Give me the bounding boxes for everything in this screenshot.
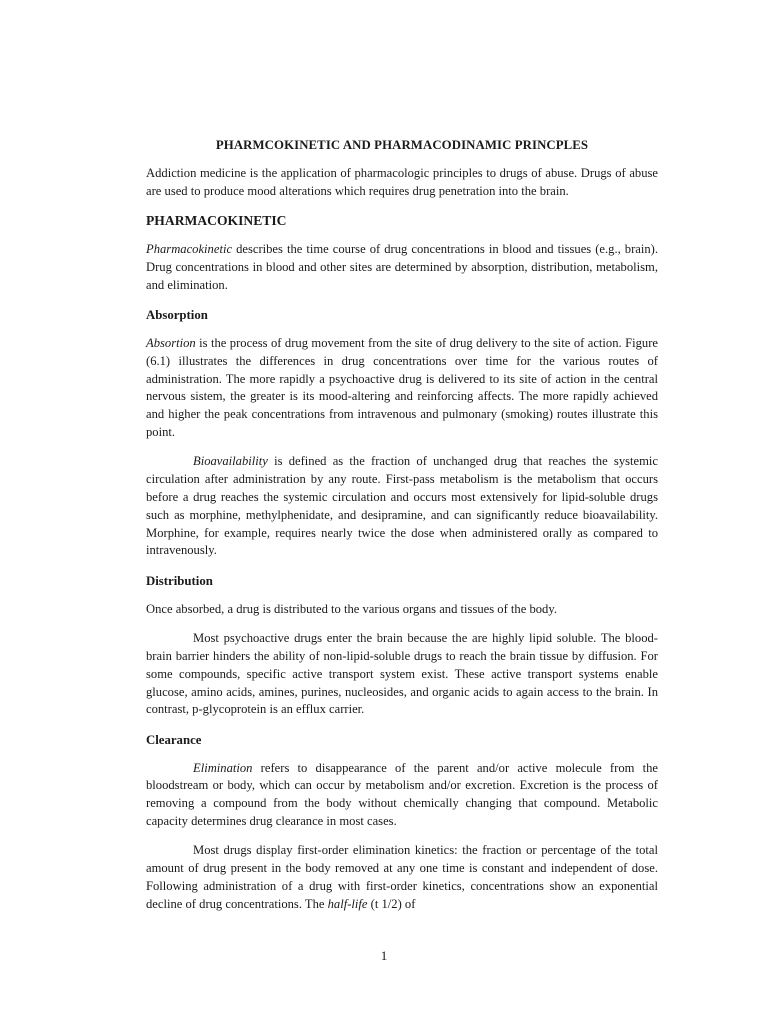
distribution-heading: Distribution <box>146 573 213 588</box>
clearance-text-2a: Most drugs display first-order elimination kinetics: the fraction or percentage of the total amount of drug present in the body removed at any one time is constant and independent of dose. Following administration of a drug with first-order kinetics, concentrations show an exponential decline of drug concentrations. The <box>146 843 658 911</box>
document-body <box>146 137 658 925</box>
clearance-text-1: refers to disappearance of the parent and/or active molecule from the bloodstream or body, which can occur by metabolism and/or excretion. Excretion is the process of removing a compound from the body without chemically changing that compound. Metabolic capacity determines drug clearance in most cases. <box>146 760 658 829</box>
absorption-text-1: is the process of drug movement from the site of drug delivery to the site of action. Figure (6.1) illustrates the differences in drug concentrations over time for the various routes of administration. The more rapidly a psychoactive drug is delivered to its site of action in the central nervous sistem, the greater is its mood-altering and reinforcing affects. The more rapidly achieved and higher the peak concentrations from intravenous and pulmonary (smoking) routes illustrate this point. <box>146 335 658 439</box>
absorption-heading: Absorption <box>146 307 208 322</box>
half-life-term: half-life <box>327 896 368 911</box>
page-number: 1 <box>380 948 388 963</box>
pharmacokinetic-paragraph <box>146 241 658 294</box>
clearance-text-2b: (t 1/2) of <box>367 896 416 911</box>
elimination-term: Elimination <box>193 760 253 775</box>
bioavailability-term: Bioavailability <box>193 454 268 469</box>
document-title: PHARMCOKINETIC AND PHARMACODINAMIC PRINCPLES <box>215 138 589 152</box>
clearance-paragraph-1 <box>146 760 658 831</box>
intro-paragraph: Addiction medicine is the application of pharmacologic principles to drugs of abuse. Drugs of abuse are used to produce mood alterations which requires drug penetration into the brain. <box>146 165 658 198</box>
absorption-paragraph-2 <box>146 453 658 560</box>
pharmacokinetic-heading: PHARMACOKINETIC <box>146 212 287 228</box>
distribution-paragraph-1: Once absorbed, a drug is distributed to the various organs and tissues of the body. <box>146 601 557 616</box>
pharmacokinetic-term: Pharmacokinetic <box>146 241 233 256</box>
absortion-term: Absortion <box>146 335 196 350</box>
clearance-heading: Clearance <box>146 732 202 747</box>
clearance-paragraph-2 <box>146 842 658 913</box>
absorption-paragraph-1 <box>146 335 658 442</box>
distribution-paragraph-2: Most psychoactive drugs enter the brain because the are highly lipid soluble. The blood-brain barrier hinders the ability of non-lipid-soluble drugs to reach the brain tissue by diffusion. For some compounds, specific active transport system exist. These active transport systems enable glucose, amino acids, amines, purines, nucleosides, and organic acids to again access to the brain. In contrast, p-glycoprotein is an efflux carrier. <box>146 631 658 717</box>
absorption-text-2: is defined as the fraction of unchanged drug that reaches the systemic circulation after administration by any route. First-pass metabolism is the metabolism that occurs before a drug reaches the systemic circulation and occurs most extensively for lipid-soluble drugs such as morphine, methylphenidate, and desipramine, and can significantly reduce bioavailability. Morphine, for example, requires nearly twice the dose when administered orally as compared to intravenously. <box>146 454 658 558</box>
pharmacokinetic-text: describes the time course of drug concentrations in blood and tissues (e.g., brain). Drug concentrations in blood and other sites are determined by absorption, distribution, metabolism, and elimination. <box>146 241 658 292</box>
